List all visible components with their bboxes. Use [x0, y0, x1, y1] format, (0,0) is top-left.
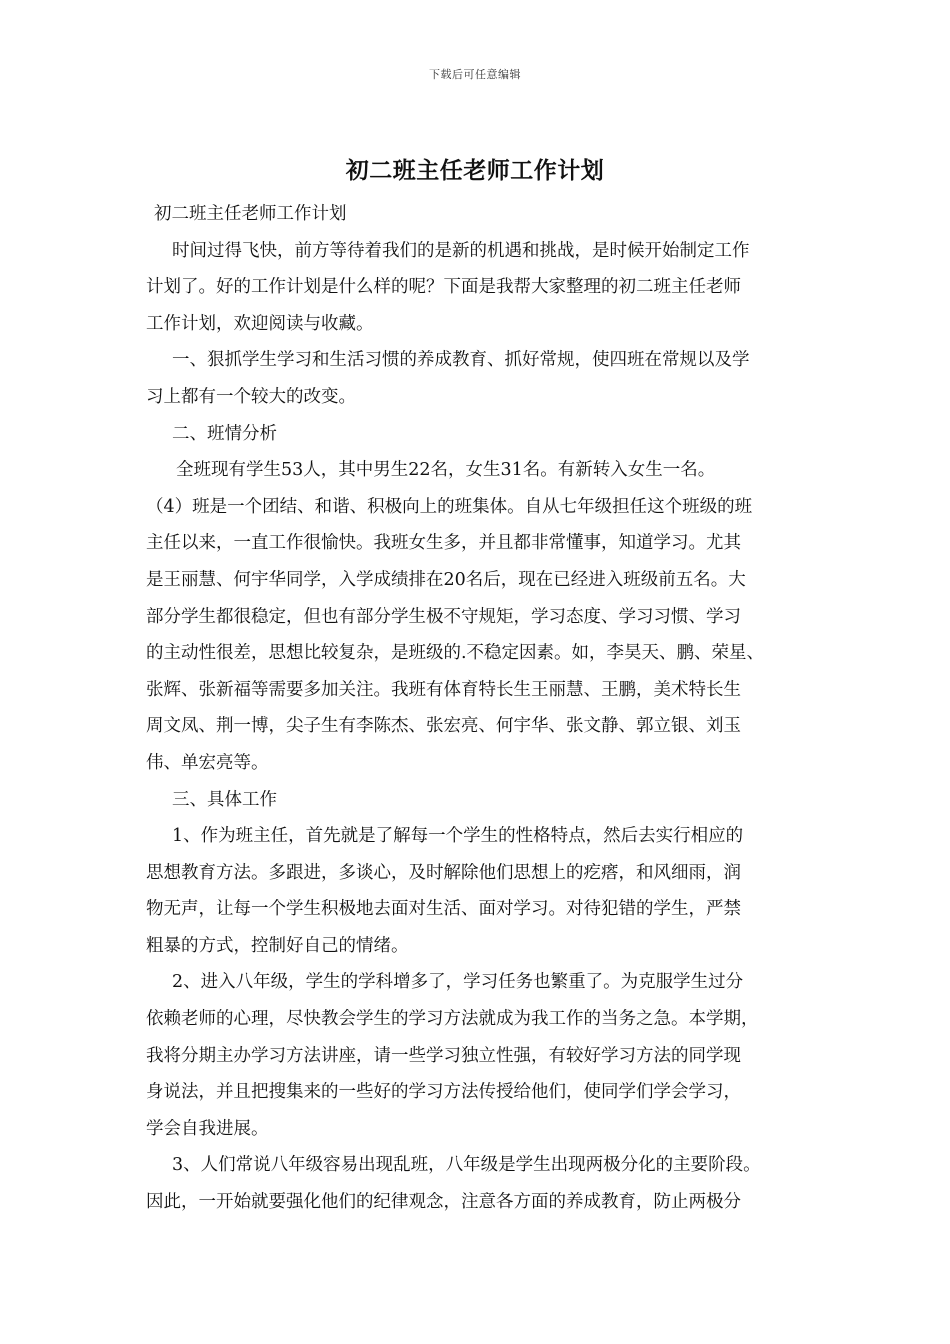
- paragraph-line: 因此，一开始就要强化他们的纪律观念，注意各方面的养成教育，防止两极分: [146, 1192, 741, 1213]
- paragraph-line: 计划了。好的工作计划是什么样的呢？下面是我帮大家整理的初二班主任老师: [146, 277, 741, 298]
- paragraph-line: 工作计划，欢迎阅读与收藏。: [146, 313, 374, 334]
- paragraph-line: 全班现有学生53人，其中男生22名，女生31名。有新转入女生一名。: [176, 460, 716, 481]
- section-heading-line: 一、狠抓学生学习和生活习惯的养成教育、抓好常规，使四班在常规以及学: [172, 350, 750, 371]
- paragraph-line: 部分学生都很稳定，但也有部分学生极不守规矩，学习态度、学习习惯、学习: [146, 606, 741, 627]
- document-title: 初二班主任老师工作计划: [345, 157, 605, 184]
- paragraph-line: 粗暴的方式，控制好自己的情绪。: [146, 935, 409, 956]
- paragraph-line: 张辉、张新福等需要多加关注。我班有体育特长生王丽慧、王鹏，美术特长生: [146, 679, 741, 700]
- paragraph-line: 依赖老师的心理，尽快教会学生的学习方法就成为我工作的当务之急。本学期，: [146, 1009, 759, 1030]
- paragraph-line: （4）班是一个团结、和谐、积极向上的班集体。自从七年级担任这个班级的班: [146, 496, 753, 517]
- paragraph-line: 主任以来，一直工作很愉快。我班女生多，并且都非常懂事，知道学习。尤其: [146, 533, 741, 554]
- paragraph-line: 物无声，让每一个学生积极地去面对生活、面对学习。对待犯错的学生，严禁: [146, 899, 741, 920]
- paragraph-line: 是王丽慧、何宇华同学，入学成绩排在20名后，现在已经进入班级前五名。大: [146, 569, 746, 590]
- paragraph-line: 学会自我进展。: [146, 1118, 269, 1139]
- paragraph-line: 思想教育方法。多跟进，多谈心，及时解除他们思想上的疙瘩，和风细雨，润: [146, 862, 741, 883]
- paragraph-line: 3、人们常说八年级容易出现乱班，八年级是学生出现两极分化的主要阶段。: [172, 1155, 761, 1176]
- paragraph-line: 周文凤、荆一博，尖子生有李陈杰、张宏亮、何宇华、张文静、郭立银、刘玉: [146, 716, 741, 737]
- document-body: [146, 196, 826, 1221]
- paragraph-line: 时间过得飞快，前方等待着我们的是新的机遇和挑战，是时候开始制定工作: [172, 240, 750, 261]
- subtitle-line: 初二班主任老师工作计划: [154, 204, 347, 224]
- paragraph-line: 伟、单宏亮等。: [146, 752, 269, 773]
- section-heading-line: 三、具体工作: [172, 789, 277, 810]
- paragraph-line: 2、进入八年级，学生的学科增多了，学习任务也繁重了。为克服学生过分: [172, 972, 744, 993]
- paragraph-line: 的主动性很差，思想比较复杂，是班级的.不稳定因素。如，李昊天、鹏、荣星、: [146, 643, 765, 664]
- paragraph-line: 我将分期主办学习方法讲座，请一些学习独立性强，有较好学习方法的同学现: [146, 1045, 741, 1066]
- section-heading-line: 二、班情分析: [172, 423, 277, 444]
- paragraph-line: 习上都有一个较大的改变。: [146, 386, 356, 407]
- header-note: 下载后可任意编辑: [429, 68, 521, 81]
- paragraph-line: 身说法，并且把搜集来的一些好的学习方法传授给他们，使同学们学会学习，: [146, 1082, 741, 1103]
- paragraph-line: 1、作为班主任，首先就是了解每一个学生的性格特点，然后去实行相应的: [172, 826, 744, 847]
